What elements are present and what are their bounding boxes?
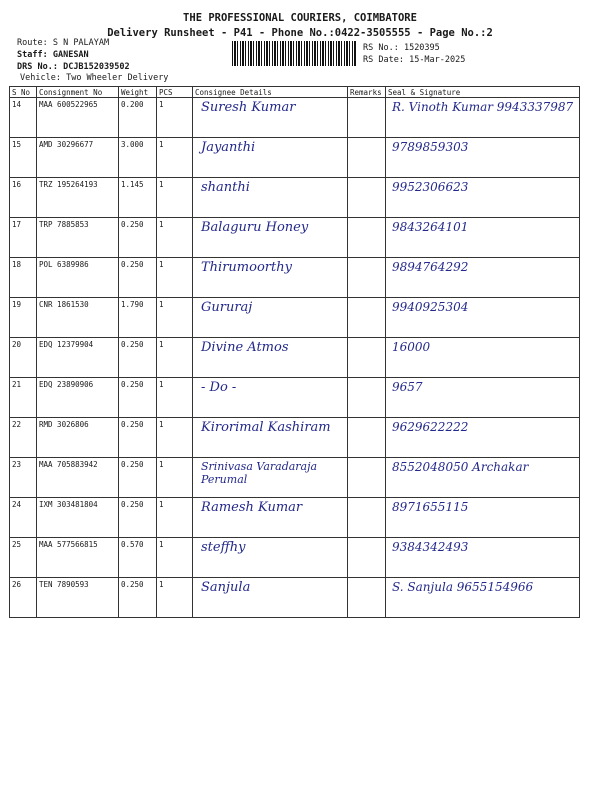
cell-signature: [386, 578, 580, 618]
signature: 9894764292: [392, 260, 469, 274]
consignee-name: Balaguru Honey: [201, 220, 309, 235]
table-row: [10, 258, 580, 298]
runsheet-title: Delivery Runsheet - P41 - Phone No.:0422-3505555 - Page No.:2: [107, 27, 493, 39]
cell-remarks: [348, 98, 386, 138]
consignee-name: Kirorimal Kashiram: [201, 420, 331, 435]
cell-signature: [386, 338, 580, 378]
drs-label: DRS No.:: [17, 62, 58, 72]
cell-consignee: [193, 98, 348, 138]
cell-consignment: AMD 30296677: [37, 138, 119, 178]
signature: 9629622222: [392, 420, 469, 434]
cell-consignment: EDQ 23890906: [37, 378, 119, 418]
table-row: [10, 98, 580, 138]
consignee-name: shanthi: [201, 180, 250, 195]
table-header-row: [10, 87, 580, 98]
cell-remarks: [348, 538, 386, 578]
cell-remarks: [348, 458, 386, 498]
cell-signature: [386, 418, 580, 458]
cell-remarks: [348, 418, 386, 458]
rs-no-label: RS No.:: [363, 43, 399, 53]
rs-no-value: 1520395: [403, 43, 440, 53]
cell-consignment: RMD 3026806: [37, 418, 119, 458]
cell-consignee: [193, 578, 348, 618]
consignee-name: Gururaj: [201, 300, 253, 315]
cell-pcs: 1: [157, 338, 193, 378]
cell-remarks: [348, 498, 386, 538]
cell-weight: 0.200: [119, 98, 157, 138]
cell-pcs: 1: [157, 418, 193, 458]
cell-sno: 23: [10, 458, 37, 498]
cell-sno: 19: [10, 298, 37, 338]
cell-consignee: [193, 458, 348, 498]
col-weight: Weight: [119, 87, 157, 98]
cell-remarks: [348, 378, 386, 418]
signature: 9657: [392, 380, 423, 394]
cell-consignment: TRZ 195264193: [37, 178, 119, 218]
staff-label: Staff:: [17, 50, 48, 60]
cell-remarks: [348, 178, 386, 218]
signature: 16000: [392, 340, 431, 354]
cell-sno: 22: [10, 418, 37, 458]
signature: S. Sanjula 9655154966: [392, 580, 534, 594]
signature: 8971655115: [392, 500, 469, 514]
cell-weight: 0.250: [119, 258, 157, 298]
signature: 9843264101: [392, 220, 469, 234]
cell-signature: [386, 178, 580, 218]
cell-pcs: 1: [157, 258, 193, 298]
consignee-name: Thirumoorthy: [201, 260, 292, 275]
cell-weight: 1.790: [119, 298, 157, 338]
consignee-name: - Do -: [201, 380, 237, 395]
col-pcs: PCS: [157, 87, 193, 98]
cell-consignee: [193, 258, 348, 298]
cell-consignee: [193, 498, 348, 538]
rs-date-label: RS Date:: [363, 55, 404, 65]
cell-pcs: 1: [157, 458, 193, 498]
table-row: [10, 458, 580, 498]
cell-weight: 0.250: [119, 458, 157, 498]
cell-weight: 0.250: [119, 578, 157, 618]
rs-date: [363, 55, 465, 65]
route-label: Route:: [17, 38, 48, 48]
cell-signature: [386, 298, 580, 338]
cell-pcs: 1: [157, 178, 193, 218]
cell-weight: 1.145: [119, 178, 157, 218]
staff-line: [17, 50, 89, 61]
cell-weight: 0.250: [119, 498, 157, 538]
cell-remarks: [348, 578, 386, 618]
col-consignee: Consignee Details: [193, 87, 348, 98]
cell-signature: [386, 218, 580, 258]
cell-consignee: [193, 298, 348, 338]
cell-sno: 14: [10, 98, 37, 138]
cell-remarks: [348, 138, 386, 178]
consignee-name: Suresh Kumar: [201, 100, 296, 115]
cell-sno: 25: [10, 538, 37, 578]
cell-pcs: 1: [157, 298, 193, 338]
table-row: [10, 498, 580, 538]
cell-consignee: [193, 538, 348, 578]
cell-weight: 0.570: [119, 538, 157, 578]
cell-signature: [386, 98, 580, 138]
cell-consignment: TEN 7890593: [37, 578, 119, 618]
cell-consignment: MAA 705883942: [37, 458, 119, 498]
cell-consignment: TRP 7885853: [37, 218, 119, 258]
vehicle-value: Two Wheeler Delivery: [66, 73, 169, 83]
cell-weight: 3.000: [119, 138, 157, 178]
consignee-name: steffhy: [201, 540, 246, 555]
consignee-name: Ramesh Kumar: [201, 500, 303, 515]
cell-sno: 17: [10, 218, 37, 258]
barcode: [232, 41, 357, 66]
signature: 9940925304: [392, 300, 469, 314]
cell-consignee: [193, 418, 348, 458]
cell-pcs: 1: [157, 498, 193, 538]
cell-consignee: [193, 138, 348, 178]
rs-number: [363, 43, 440, 53]
table-row: [10, 138, 580, 178]
cell-consignment: MAA 600522965: [37, 98, 119, 138]
signature: 9789859303: [392, 140, 469, 154]
cell-pcs: 1: [157, 578, 193, 618]
cell-sno: 21: [10, 378, 37, 418]
cell-weight: 0.250: [119, 218, 157, 258]
cell-remarks: [348, 218, 386, 258]
cell-signature: [386, 538, 580, 578]
cell-pcs: 1: [157, 218, 193, 258]
cell-sno: 15: [10, 138, 37, 178]
cell-sno: 20: [10, 338, 37, 378]
cell-consignment: IXM 303481804: [37, 498, 119, 538]
cell-sno: 16: [10, 178, 37, 218]
signature: 9384342493: [392, 540, 469, 554]
signature: 8552048050 Archakar: [392, 460, 529, 474]
cell-signature: [386, 498, 580, 538]
col-signature: Seal & Signature: [386, 87, 580, 98]
col-consignment: Consignment No: [37, 87, 119, 98]
consignee-name: Jayanthi: [201, 140, 256, 155]
col-sno: S No: [10, 87, 37, 98]
cell-weight: 0.250: [119, 338, 157, 378]
cell-remarks: [348, 338, 386, 378]
runsheet-table: [9, 86, 580, 618]
route-value: S N PALAYAM: [52, 38, 110, 48]
route-line: [17, 38, 109, 49]
signature: R. Vinoth Kumar 9943337987: [392, 100, 574, 114]
col-remarks: Remarks: [348, 87, 386, 98]
company-name: THE PROFESSIONAL COURIERS, COIMBATORE: [183, 12, 417, 24]
cell-pcs: 1: [157, 378, 193, 418]
cell-remarks: [348, 258, 386, 298]
cell-consignment: EDQ 12379904: [37, 338, 119, 378]
vehicle-label: Vehicle:: [20, 73, 61, 83]
cell-sno: 26: [10, 578, 37, 618]
cell-signature: [386, 258, 580, 298]
cell-signature: [386, 378, 580, 418]
cell-pcs: 1: [157, 538, 193, 578]
cell-weight: 0.250: [119, 418, 157, 458]
staff-value: GANESAN: [52, 50, 89, 60]
consignee-name: Srinivasa Varadaraja Perumal: [201, 460, 318, 486]
cell-remarks: [348, 298, 386, 338]
drs-value: DCJB152039502: [63, 62, 130, 72]
rs-date-value: 15-Mar-2025: [409, 55, 466, 65]
cell-consignment: MAA 577566815: [37, 538, 119, 578]
cell-consignee: [193, 218, 348, 258]
cell-sno: 18: [10, 258, 37, 298]
signature: 9952306623: [392, 180, 469, 194]
cell-consignee: [193, 378, 348, 418]
table-row: [10, 298, 580, 338]
table-row: [10, 578, 580, 618]
table-row: [10, 378, 580, 418]
cell-pcs: 1: [157, 98, 193, 138]
table-row: [10, 338, 580, 378]
cell-weight: 0.250: [119, 378, 157, 418]
cell-consignee: [193, 178, 348, 218]
cell-signature: [386, 458, 580, 498]
cell-consignee: [193, 338, 348, 378]
cell-consignment: CNR 1861530: [37, 298, 119, 338]
cell-pcs: 1: [157, 138, 193, 178]
cell-signature: [386, 138, 580, 178]
vehicle-line: [20, 73, 168, 84]
cell-consignment: POL 6389986: [37, 258, 119, 298]
table-row: [10, 218, 580, 258]
table-row: [10, 178, 580, 218]
consignee-name: Divine Atmos: [201, 340, 289, 355]
drs-line: [17, 62, 130, 73]
table-row: [10, 418, 580, 458]
table-row: [10, 538, 580, 578]
cell-sno: 24: [10, 498, 37, 538]
consignee-name: Sanjula: [201, 580, 251, 595]
